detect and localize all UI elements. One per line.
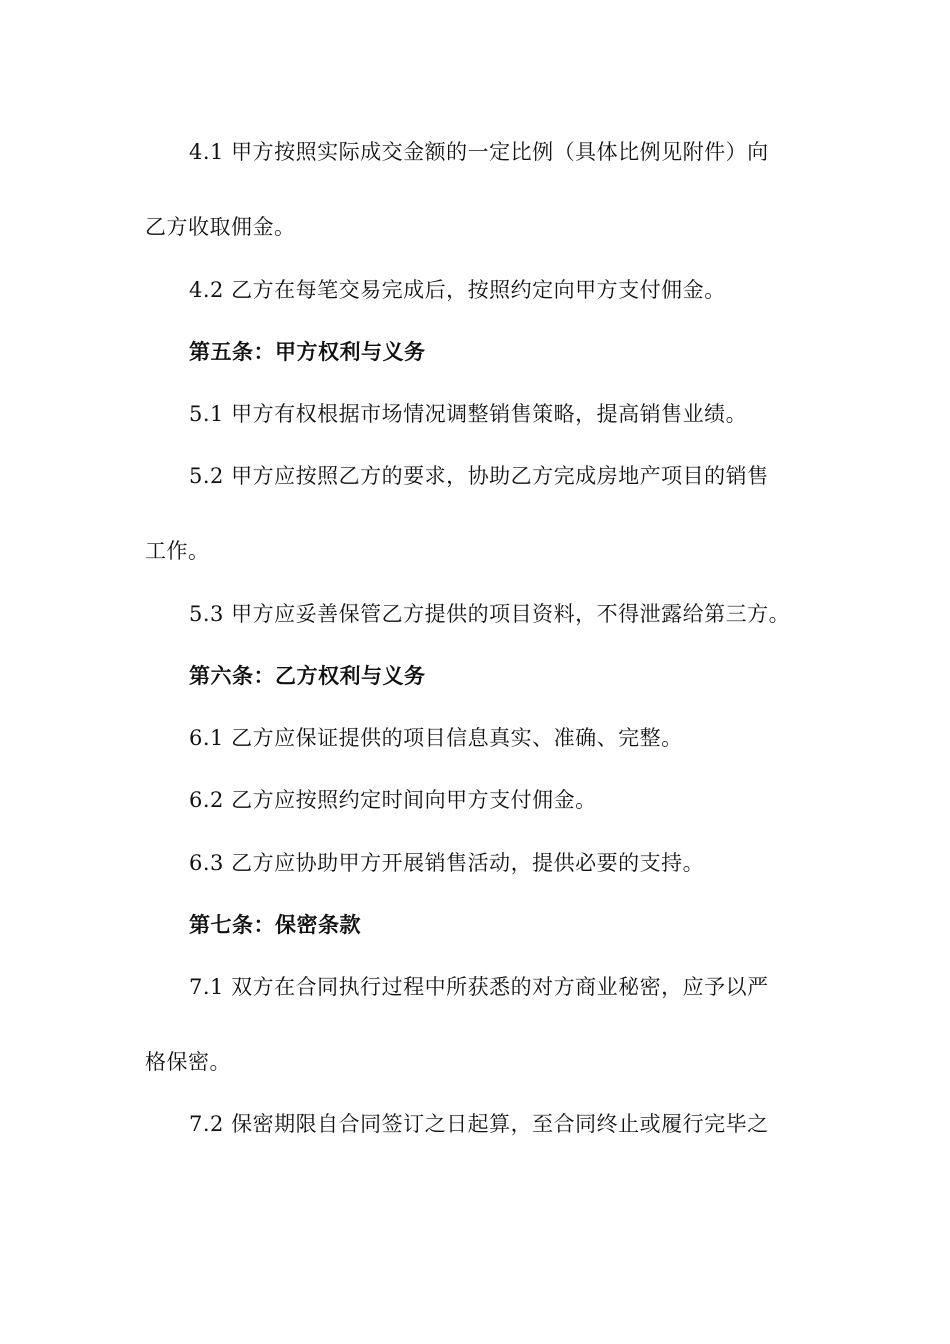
clause-7-2-line-1: 7.2 保密期限自合同签订之日起算，至合同终止或履行完毕之 (189, 1112, 769, 1136)
clause-7-1-line-2: 格保密。 (145, 1050, 231, 1074)
clause-4-1-line-2: 乙方收取佣金。 (145, 215, 296, 239)
clause-4-2: 4.2 乙方在每笔交易完成后，按照约定向甲方支付佣金。 (189, 278, 726, 302)
clause-6-2: 6.2 乙方应按照约定时间向甲方支付佣金。 (189, 788, 597, 812)
clause-5-2-line-2: 工作。 (145, 539, 210, 563)
clause-5-1: 5.1 甲方有权根据市场情况调整销售策略，提高销售业绩。 (189, 402, 748, 426)
article-7-heading: 第七条：保密条款 (189, 913, 361, 937)
clause-6-3: 6.3 乙方应协助甲方开展销售活动，提供必要的支持。 (189, 851, 705, 875)
clause-4-1-line-1: 4.1 甲方按照实际成交金额的一定比例（具体比例见附件）向 (189, 140, 769, 164)
article-6-heading: 第六条：乙方权利与义务 (189, 664, 426, 688)
clause-6-1: 6.1 乙方应保证提供的项目信息真实、准确、完整。 (189, 726, 683, 750)
clause-7-1-line-1: 7.1 双方在合同执行过程中所获悉的对方商业秘密，应予以严 (189, 975, 769, 999)
clause-5-2-line-1: 5.2 甲方应按照乙方的要求，协助乙方完成房地产项目的销售 (189, 464, 769, 488)
article-5-heading: 第五条：甲方权利与义务 (189, 340, 426, 364)
clause-5-3: 5.3 甲方应妥善保管乙方提供的项目资料，不得泄露给第三方。 (189, 602, 791, 626)
